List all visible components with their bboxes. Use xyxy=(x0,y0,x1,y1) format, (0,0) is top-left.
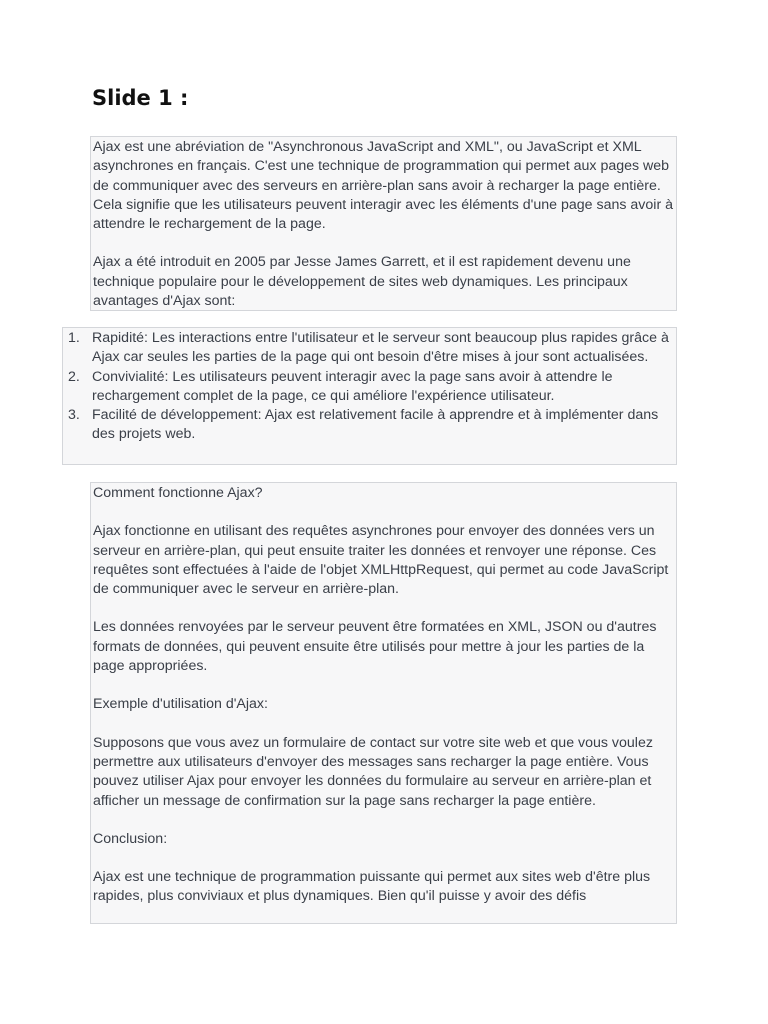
intro-text-block xyxy=(90,136,677,311)
list-item-number: 3. xyxy=(68,407,80,424)
list-item-text: Convivialité: Les utilisateurs peuvent interagir avec la page sans avoir à attendre le rechargement complet de la page, ce qui améliore l'expérience utilisateur. xyxy=(92,368,613,404)
body-text-block xyxy=(90,482,677,924)
section-heading-conclusion: Conclusion: xyxy=(93,830,168,847)
list-item-text: Rapidité: Les interactions entre l'utilisateur et le serveur sont beaucoup plus rapides grâce à Ajax car seules les parties de la page qui ont besoin d'être mises à jour sont actualisées. xyxy=(92,330,669,366)
paragraph-data-formats: Les données renvoyées par le serveur peuvent être formatées en XML, JSON ou d'autres formats de données, qui peuvent ensuite être utilisés pour mettre à jour les parties de la page appropriées. xyxy=(93,619,657,675)
list-item-number: 1. xyxy=(68,330,80,346)
list-item xyxy=(63,368,674,407)
paragraph-how-it-works: Ajax fonctionne en utilisant des requêtes asynchrones pour envoyer des données vers un serveur en arrière-plan, qui peut ensuite traiter les données et renvoyer une réponse. Ces requêtes sont effectuées à l'aide de l'objet XMLHttpRequest, qui permet au code JavaScript de communiquer avec le serveur en arrière-plan. xyxy=(93,523,669,598)
list-item xyxy=(63,406,674,445)
section-heading-example: Exemple d'utilisation d'Ajax: xyxy=(93,696,268,713)
list-item-number: 2. xyxy=(68,368,80,385)
list-item-text: Facilité de développement: Ajax est relativement facile à apprendre et à implémenter dans des projets web. xyxy=(92,407,659,443)
section-heading-how-it-works: Comment fonctionne Ajax? xyxy=(93,485,263,501)
intro-paragraph-history: Ajax a été introduit en 2005 par Jesse James Garrett, et il est rapidement devenu une technique populaire pour le développement de sites web dynamiques. Les principaux avantages d'Ajax sont: xyxy=(93,254,631,310)
paragraph-conclusion: Ajax est une technique de programmation puissante qui permet aux sites web d'être plus rapides, plus conviviaux et plus dynamiques. Bien qu'il puisse y avoir des défis xyxy=(93,869,651,905)
intro-paragraph-definition: Ajax est une abréviation de "Asynchronous JavaScript and XML", ou JavaScript et XML asynchrones en français. C'est une technique de programmation qui permet aux pages web de communiquer avec des serveurs en arrière-plan sans avoir à recharger la page entière. Cela signifie que les utilisateurs peuvent interagir avec les éléments d'une page sans avoir à attendre le rechargement de la page. xyxy=(93,139,674,233)
paragraph-example: Supposons que vous avez un formulaire de contact sur votre site web et que vous voulez permettre aux utilisateurs d'envoyer des messages sans recharger la page entière. Vous pouvez utiliser Ajax pour envoyer les données du formulaire au serveur en arrière-plan et afficher un message de confirmation sur la page sans recharger la page entière. xyxy=(93,734,653,809)
list-item xyxy=(63,329,674,368)
advantages-list-block xyxy=(62,327,677,465)
page-title: Slide 1 : xyxy=(92,86,189,110)
advantages-list xyxy=(63,329,674,445)
